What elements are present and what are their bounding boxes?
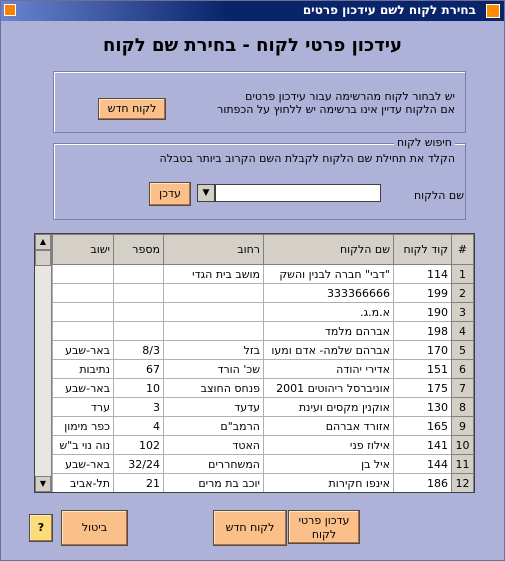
row-number-cell[interactable]: 1 bbox=[452, 265, 474, 284]
city-cell[interactable] bbox=[53, 284, 114, 303]
table-row[interactable] bbox=[53, 341, 474, 360]
search-panel bbox=[53, 136, 466, 220]
customer-name-cell[interactable]: אילוז פני bbox=[264, 436, 394, 455]
customers-table bbox=[34, 233, 475, 493]
update-details-button[interactable] bbox=[288, 510, 360, 544]
street-cell[interactable]: מושב בית הגדי bbox=[164, 265, 264, 284]
street-cell[interactable]: המשחררים bbox=[164, 455, 264, 474]
street-number-cell[interactable]: 10 bbox=[114, 379, 164, 398]
customer-name-cell[interactable]: איל בן bbox=[264, 455, 394, 474]
table-scrollbar[interactable] bbox=[35, 234, 52, 492]
street-number-cell[interactable]: 3 bbox=[114, 398, 164, 417]
scroll-down-icon[interactable]: ▼ bbox=[35, 476, 51, 492]
new-customer-button-top[interactable]: לקוח חדש bbox=[98, 98, 166, 120]
customer-code-cell[interactable]: 175 bbox=[394, 379, 452, 398]
customer-name-cell[interactable]: אברהם מלמד bbox=[264, 322, 394, 341]
customer-name-cell[interactable]: אזורד אברהם bbox=[264, 417, 394, 436]
street-cell[interactable] bbox=[164, 303, 264, 322]
customer-code-cell[interactable]: 114 bbox=[394, 265, 452, 284]
row-number-cell[interactable]: 5 bbox=[452, 341, 474, 360]
table-row[interactable] bbox=[53, 436, 474, 455]
help-button[interactable]: ? bbox=[29, 514, 53, 542]
new-customer-button[interactable]: לקוח חדש bbox=[213, 510, 287, 546]
customer-code-cell[interactable]: 130 bbox=[394, 398, 452, 417]
city-cell[interactable] bbox=[53, 265, 114, 284]
table-row[interactable] bbox=[53, 398, 474, 417]
table-row[interactable] bbox=[53, 284, 474, 303]
update-details-label-1: עדכון פרטי bbox=[298, 514, 350, 527]
customer-name-cell[interactable]: 333366666 bbox=[264, 284, 394, 303]
window-title: בחירת לקוח לשם עידכון פרטים bbox=[302, 3, 476, 17]
street-cell[interactable]: האטד bbox=[164, 436, 264, 455]
table-row[interactable] bbox=[53, 417, 474, 436]
customer-name-cell[interactable]: א.מ.ג. bbox=[264, 303, 394, 322]
scroll-thumb[interactable] bbox=[35, 250, 51, 266]
row-number-cell[interactable]: 8 bbox=[452, 398, 474, 417]
customer-name-cell[interactable]: "דבי" חברה לבנין והשק bbox=[264, 265, 394, 284]
street-cell[interactable]: יוכב בת מרים bbox=[164, 474, 264, 493]
customer-code-cell[interactable]: 144 bbox=[394, 455, 452, 474]
customer-name-cell[interactable]: אוקנין מקסים ועינת bbox=[264, 398, 394, 417]
city-cell[interactable]: נתיבות bbox=[53, 360, 114, 379]
street-number-cell[interactable]: 4 bbox=[114, 417, 164, 436]
info-line-1: יש לבחור לקוח מהרשימה עבור עידכון פרטים bbox=[245, 90, 455, 103]
table-row[interactable] bbox=[53, 322, 474, 341]
row-number-cell[interactable]: 6 bbox=[452, 360, 474, 379]
customer-name-cell[interactable]: אינפו חקירות bbox=[264, 474, 394, 493]
customer-name-cell[interactable]: אוניברסל ריהוטים 2001 bbox=[264, 379, 394, 398]
street-number-cell[interactable]: 32/24 bbox=[114, 455, 164, 474]
dropdown-arrow-icon[interactable]: ▼ bbox=[197, 184, 215, 202]
header-city[interactable]: ישוב bbox=[53, 235, 114, 265]
street-number-cell[interactable] bbox=[114, 265, 164, 284]
street-cell[interactable]: פנחס החוצב bbox=[164, 379, 264, 398]
header-street[interactable]: רחוב bbox=[164, 235, 264, 265]
city-cell[interactable]: נוה נוי ב"ש bbox=[53, 436, 114, 455]
app-icon bbox=[486, 4, 500, 18]
street-number-cell[interactable]: 21 bbox=[114, 474, 164, 493]
search-update-button[interactable]: עדכן bbox=[149, 182, 191, 206]
row-number-cell[interactable]: 12 bbox=[452, 474, 474, 493]
customer-code-cell[interactable]: 151 bbox=[394, 360, 452, 379]
minimize-icon[interactable] bbox=[4, 4, 16, 16]
city-cell[interactable]: באר-שבע bbox=[53, 341, 114, 360]
customer-code-cell[interactable]: 198 bbox=[394, 322, 452, 341]
customer-code-cell[interactable]: 199 bbox=[394, 284, 452, 303]
search-legend: חיפוש לקוח bbox=[394, 136, 455, 149]
city-cell[interactable]: כפר מימון bbox=[53, 417, 114, 436]
street-cell[interactable]: בזל bbox=[164, 341, 264, 360]
street-cell[interactable] bbox=[164, 322, 264, 341]
street-cell[interactable]: הרמב"ם bbox=[164, 417, 264, 436]
city-cell[interactable]: באר-שבע bbox=[53, 379, 114, 398]
street-cell[interactable] bbox=[164, 284, 264, 303]
customer-code-cell[interactable]: 141 bbox=[394, 436, 452, 455]
row-number-cell[interactable]: 7 bbox=[452, 379, 474, 398]
street-number-cell[interactable]: 67 bbox=[114, 360, 164, 379]
customers-grid bbox=[52, 234, 474, 493]
search-description: הקלד את תחילת שם הלקוח לקבלת השם הקרוב ביותר בטבלה bbox=[159, 152, 455, 165]
row-number-cell[interactable]: 9 bbox=[452, 417, 474, 436]
city-cell[interactable]: ערד bbox=[53, 398, 114, 417]
customer-code-cell[interactable]: 190 bbox=[394, 303, 452, 322]
table-row[interactable] bbox=[53, 265, 474, 284]
page-title: עידכון פרטי לקוח - בחירת שם לקוח bbox=[102, 35, 403, 56]
city-cell[interactable]: באר-שבע bbox=[53, 455, 114, 474]
row-number-cell[interactable]: 4 bbox=[452, 322, 474, 341]
info-line-2: אם הלקוח עדיין אינו ברשימה יש ללחוץ על הכפתור bbox=[217, 103, 455, 116]
table-row[interactable] bbox=[53, 303, 474, 322]
header-number[interactable]: מספר bbox=[114, 235, 164, 265]
row-number-cell[interactable]: 2 bbox=[452, 284, 474, 303]
title-bar[interactable] bbox=[1, 1, 504, 21]
scroll-up-icon[interactable]: ▲ bbox=[35, 234, 51, 250]
city-cell[interactable] bbox=[53, 303, 114, 322]
customer-name-label: שם הלקוח bbox=[414, 189, 465, 202]
row-number-cell[interactable]: 3 bbox=[452, 303, 474, 322]
table-row[interactable] bbox=[53, 379, 474, 398]
customer-code-cell[interactable]: 170 bbox=[394, 341, 452, 360]
city-cell[interactable]: תל-אביב bbox=[53, 474, 114, 493]
street-number-cell[interactable]: 102 bbox=[114, 436, 164, 455]
customer-name-cell[interactable]: אברהם שלמה- אדם ומעו bbox=[264, 341, 394, 360]
street-cell[interactable]: עדעד bbox=[164, 398, 264, 417]
street-number-cell[interactable]: 8/3 bbox=[114, 341, 164, 360]
customer-code-cell[interactable]: 186 bbox=[394, 474, 452, 493]
table-row[interactable] bbox=[53, 455, 474, 474]
table-row[interactable] bbox=[53, 474, 474, 493]
customer-code-cell[interactable]: 165 bbox=[394, 417, 452, 436]
cancel-button[interactable]: ביטול bbox=[61, 510, 128, 546]
header-row-number[interactable]: # bbox=[452, 235, 474, 265]
header-customer-name[interactable]: שם הלקוח bbox=[264, 235, 394, 265]
update-details-label-2: לקוח bbox=[311, 528, 337, 541]
street-number-cell[interactable] bbox=[114, 322, 164, 341]
city-cell[interactable] bbox=[53, 322, 114, 341]
row-number-cell[interactable]: 10 bbox=[452, 436, 474, 455]
customer-name-input[interactable] bbox=[215, 184, 381, 202]
street-cell[interactable]: שכ' הורד bbox=[164, 360, 264, 379]
street-number-cell[interactable] bbox=[114, 284, 164, 303]
header-customer-code[interactable]: קוד לקוח bbox=[394, 235, 452, 265]
table-row[interactable] bbox=[53, 360, 474, 379]
street-number-cell[interactable] bbox=[114, 303, 164, 322]
row-number-cell[interactable]: 11 bbox=[452, 455, 474, 474]
customer-name-cell[interactable]: אדירי יהודה bbox=[264, 360, 394, 379]
